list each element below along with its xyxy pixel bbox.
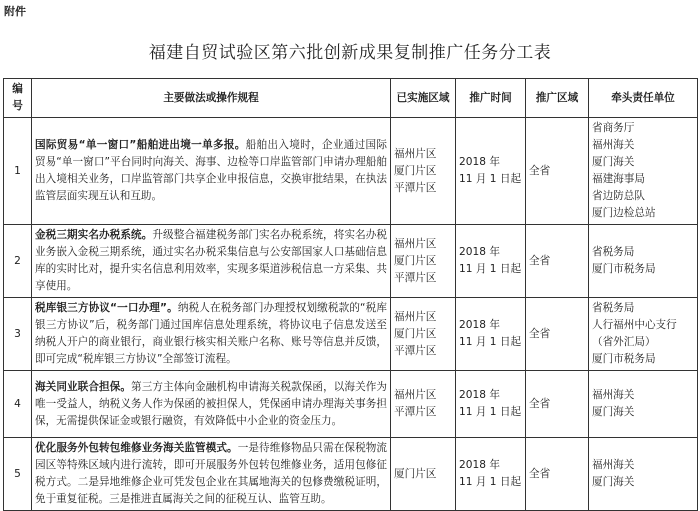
time-line: 2018 年 [459, 319, 500, 331]
time-line: 11 月 1 日起 [459, 263, 522, 275]
time-line: 11 月 1 日起 [459, 406, 522, 418]
row-implemented-areas [391, 371, 456, 438]
area-item: 福州片区 [394, 310, 437, 323]
row-time [456, 438, 526, 511]
row-description-text: 升级整合福建税务部门实名办税系统，将实名办税业务嵌入金税三期系统，通过实名办税采集信息与公安部国家人口基础信息库的实时比对，提升实名信息利用效率，实现多渠道涉税信息一方采集、共享使用。 [35, 229, 387, 292]
row-time [456, 371, 526, 438]
document-title: 福建自贸试验区第六批创新成果复制推广任务分工表 [148, 43, 552, 63]
row-description [32, 438, 391, 511]
row-units [589, 225, 698, 298]
row-units [589, 118, 698, 225]
area-item: 厦门片区 [394, 467, 437, 480]
area-item: 厦门片区 [394, 164, 437, 177]
area-item: 平潭片区 [394, 271, 437, 284]
header-units: 牵头责任单位 [589, 79, 698, 118]
area-item: 福州片区 [394, 147, 437, 160]
unit-item: 福州海关 [592, 139, 635, 151]
time-line: 2018 年 [459, 389, 500, 401]
row-description [32, 298, 391, 371]
area-item: 平潭片区 [394, 181, 437, 194]
unit-item: 厦门海关 [592, 476, 635, 488]
row-description-text: 一是待维修物品只需在保税物流园区等特殊区域内进行流转，即可开展服务外包转包维修业务，适用包修征税方式。二是异地维修企业可凭发包企业在其属地海关的包修费缴税证明，免于重复征税。三是推进直属海关之间的征税互认、监管互助。 [35, 442, 388, 505]
row-number: 1 [4, 118, 32, 225]
row-description-text: 船舶出入境时，企业通过国际贸易“单一窗口”平台同时向海关、海事、边检等口岸监管部门申请办理船舶出入境相关业务，口岸监管部门共享企业申报信息，交换审批结果，在执法监管层面实现互认和互助。 [35, 139, 387, 202]
row-units [589, 298, 698, 371]
unit-item: 省商务厅 [592, 122, 635, 134]
table-row [4, 118, 698, 225]
unit-item: 厦门边检总站 [592, 207, 656, 219]
row-number: 4 [4, 371, 32, 438]
row-units [589, 371, 698, 438]
unit-item: 福州海关 [592, 389, 635, 401]
table-row [4, 371, 698, 438]
unit-item: 人行福州中心支行（省外汇局） [592, 319, 677, 348]
row-scope: 全省 [526, 118, 589, 225]
row-scope: 全省 [526, 225, 589, 298]
unit-item: 厦门市税务局 [592, 263, 656, 275]
row-number: 3 [4, 298, 32, 371]
time-line: 2018 年 [459, 459, 500, 471]
header-scope: 推广区域 [526, 79, 589, 118]
row-scope: 全省 [526, 298, 589, 371]
area-item: 福州片区 [394, 389, 437, 401]
unit-item: 厦门海关 [592, 156, 635, 168]
time-line: 2018 年 [459, 156, 500, 168]
row-units [589, 438, 698, 511]
row-lead-title: 海关同业联合担保。 [35, 380, 132, 393]
row-scope: 全省 [526, 438, 589, 511]
unit-item: 省税务局 [592, 246, 635, 258]
row-description-text: 第三方主体向金融机构申请海关税款保函，以海关作为唯一受益人，纳税义务人作为保函的被担保人，凭保函申请办理海关事务担保，无需提供保证金或银行融资，有效降低中小企业的资金压力。 [35, 380, 388, 427]
unit-item: 省税务局 [592, 302, 635, 314]
row-implemented-areas [391, 298, 456, 371]
unit-item: 厦门市税务局 [592, 353, 656, 365]
row-number: 2 [4, 225, 32, 298]
row-implemented-areas [391, 225, 456, 298]
row-lead-title: 国际贸易“单一窗口”船舶进出境一单多报。 [35, 139, 246, 151]
area-item: 厦门片区 [394, 327, 437, 340]
table-row [4, 225, 698, 298]
row-implemented-areas [391, 438, 456, 511]
header-num: 编号 [4, 79, 32, 118]
row-description [32, 225, 391, 298]
row-time [456, 118, 526, 225]
area-item: 平潭片区 [394, 406, 437, 418]
area-item: 福州片区 [394, 237, 437, 250]
header-row [4, 79, 698, 118]
unit-item: 省边防总队 [592, 190, 645, 202]
row-implemented-areas [391, 118, 456, 225]
time-line: 11 月 1 日起 [459, 336, 522, 348]
unit-item: 福建海事局 [592, 173, 645, 185]
row-lead-title: 税库银三方协议“一口办理”。 [35, 302, 178, 314]
time-line: 11 月 1 日起 [459, 476, 522, 488]
row-number: 5 [4, 438, 32, 511]
unit-item: 厦门海关 [592, 406, 635, 418]
row-description [32, 371, 391, 438]
task-table [3, 78, 698, 511]
header-description: 主要做法或操作规程 [32, 79, 391, 118]
row-lead-title: 金税三期实名办税系统。 [35, 229, 153, 241]
header-implemented-areas: 已实施区域 [391, 79, 456, 118]
row-description [32, 118, 391, 225]
time-line: 2018 年 [459, 246, 500, 258]
table-row [4, 298, 698, 371]
table-row [4, 438, 698, 511]
row-time [456, 298, 526, 371]
area-item: 厦门片区 [394, 254, 437, 267]
row-description-text: 纳税人在税务部门办理授权划缴税款的“税库银三方协议”后，税务部门通过国库信息处理系统，将协议电子信息发送至纳税人开户的商业银行，商业银行核实相关账户名称、账号等信息并反馈，即可完成“税库银三方协议”全部签订流程。 [35, 302, 387, 365]
row-lead-title: 优化服务外包转包维修业务海关监管模式。 [35, 442, 238, 454]
unit-item: 福州海关 [592, 459, 635, 471]
attachment-label: 附件 [4, 5, 26, 18]
row-time [456, 225, 526, 298]
row-scope: 全省 [526, 371, 589, 438]
area-item: 平潭片区 [394, 344, 437, 357]
header-time: 推广时间 [456, 79, 526, 118]
time-line: 11 月 1 日起 [459, 173, 522, 185]
